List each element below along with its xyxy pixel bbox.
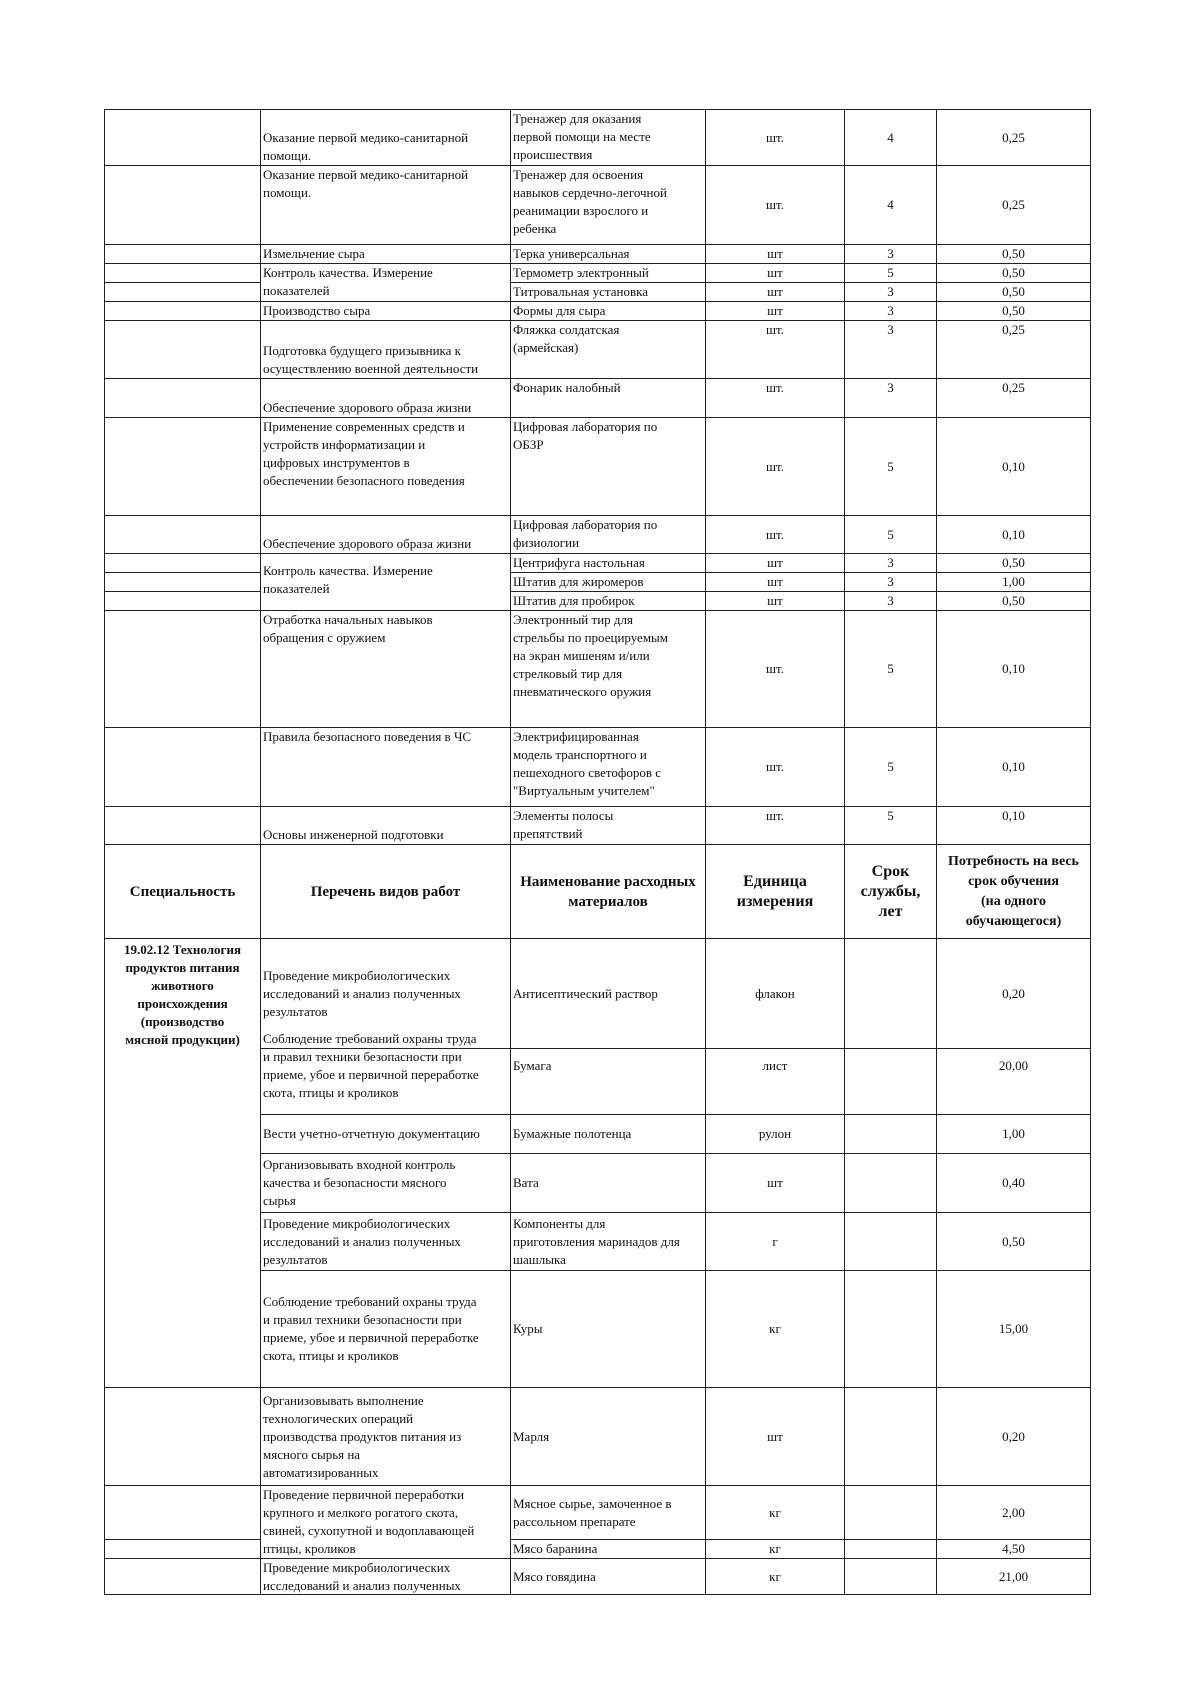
header-material: Наименование расходных материалов	[511, 845, 706, 939]
material-cell: Фляжка солдатская (армейская)	[511, 321, 706, 379]
term-cell: 4	[845, 166, 937, 245]
material-cell: Бумага	[511, 1017, 706, 1115]
unit-cell: шт.	[706, 728, 845, 807]
term-cell	[845, 1115, 937, 1154]
need-cell: 0,25	[937, 379, 1091, 418]
material-cell: Куры	[511, 1271, 706, 1388]
term-cell: 3	[845, 573, 937, 592]
spec-cell	[105, 379, 261, 418]
material-cell: Вата	[511, 1154, 706, 1213]
table-row	[105, 166, 1091, 245]
unit-cell: кг	[706, 1559, 845, 1595]
work-text: Проведение первичной переработки крупного и мелкого рогатого скота, свиней, сухопутной и водоплавающей птицы, кроликов	[263, 1487, 475, 1556]
spec-cell	[105, 110, 261, 166]
spec-cell	[105, 245, 261, 264]
need-cell: 1,00	[937, 1115, 1091, 1154]
term-cell: 3	[845, 592, 937, 611]
unit-cell: кг	[706, 1540, 845, 1559]
material-cell: Мясо баранина	[511, 1540, 706, 1559]
need-cell: 0,10	[937, 418, 1091, 516]
table-row	[105, 611, 1091, 728]
header-unit: Единица измерения	[706, 845, 845, 939]
table-row	[105, 283, 1091, 302]
need-cell: 0,10	[937, 807, 1091, 845]
work-cell: Оказание первой медико-санитарной помощи.	[261, 110, 511, 166]
material-cell: Элементы полосы препятствий	[511, 807, 706, 845]
work-cell: Измельчение сыра	[261, 245, 511, 264]
material-cell: Компоненты для приготовления маринадов для шашлыка	[511, 1213, 706, 1271]
work-cell	[261, 1486, 511, 1556]
spec-cell	[105, 807, 261, 845]
work-text: Контроль качества. Измерение показателей	[263, 265, 433, 298]
table-row	[105, 1271, 1091, 1388]
table-row	[105, 418, 1091, 516]
work-cell: Обеспечение здорового образа жизни	[261, 516, 511, 554]
material-cell: Терка универсальная	[511, 245, 706, 264]
unit-cell: шт.	[706, 321, 845, 379]
unit-cell: шт	[706, 554, 845, 573]
need-cell: 0,40	[937, 1154, 1091, 1213]
table-row	[105, 807, 1091, 845]
unit-cell: шт	[706, 283, 845, 302]
material-cell: Фонарик налобный	[511, 379, 706, 418]
table-row	[105, 110, 1091, 166]
table-row	[105, 573, 1091, 592]
need-cell: 0,50	[937, 554, 1091, 573]
unit-cell: шт.	[706, 807, 845, 845]
spec-cell	[105, 1154, 261, 1213]
spec-cell	[105, 728, 261, 807]
work-cell: Применение современных средств и устройств информатизации и цифровых инструментов в обеспечении безопасного поведения	[261, 418, 511, 516]
unit-cell: шт	[706, 264, 845, 283]
work-cell: Организовывать входной контроль качества и безопасности мясного сырья	[261, 1154, 511, 1213]
spec-cell	[105, 554, 261, 573]
need-cell: 0,20	[937, 1388, 1091, 1486]
work-cell: Организовывать выполнение технологических операций производства продуктов питания из мясного сырья на автоматизированных	[261, 1388, 511, 1486]
work-cell: Обеспечение здорового образа жизни	[261, 379, 511, 418]
unit-cell: шт.	[706, 611, 845, 728]
material-cell: Антисептический раствор	[511, 939, 706, 1049]
work-cell: Соблюдение требований охраны труда и правил техники безопасности при приеме, убое и первичной переработке скота, птицы и кроликов	[261, 1271, 511, 1388]
need-cell: 4,50	[937, 1540, 1091, 1559]
material-cell: Штатив для жиромеров	[511, 573, 706, 592]
table-row	[105, 1540, 1091, 1559]
work-cell: Проведение микробиологических исследований и анализ полученных результатов	[261, 1213, 511, 1271]
term-cell: 3	[845, 283, 937, 302]
unit-cell: шт	[706, 245, 845, 264]
unit-cell: шт.	[706, 516, 845, 554]
need-cell: 0,50	[937, 592, 1091, 611]
document-page	[104, 109, 1090, 1595]
need-cell: 0,10	[937, 728, 1091, 807]
unit-cell: шт.	[706, 166, 845, 245]
term-cell	[845, 1540, 937, 1559]
unit-cell: шт.	[706, 110, 845, 166]
need-cell: 0,50	[937, 1213, 1091, 1271]
material-cell: Титровальная установка	[511, 283, 706, 302]
work-cell: Вести учетно-отчетную документацию	[261, 1115, 511, 1154]
material-cell: Формы для сыра	[511, 302, 706, 321]
spec-cell	[105, 1559, 261, 1595]
material-cell: Электронный тир для стрельбы по проецируемым на экран мишеням и/или стрелковый тир для пневматического оружия	[511, 611, 706, 728]
material-cell: Электрифицированная модель транспортного и пешеходного светофоров с "Виртуальным учителем"	[511, 728, 706, 807]
spec-cell	[105, 264, 261, 283]
spec-cell	[105, 1271, 261, 1388]
need-cell: 21,00	[937, 1559, 1091, 1595]
unit-cell: шт.	[706, 418, 845, 516]
spec-cell	[105, 1540, 261, 1559]
work-cell: Подготовка будущего призывника к осуществлению военной деятельности	[261, 321, 511, 379]
need-cell: 1,00	[937, 573, 1091, 592]
specialty-title: 19.02.12 Технология продуктов питания животного происхождения (производство мясной продукции)	[105, 939, 261, 1049]
term-cell: 5	[845, 611, 937, 728]
need-cell: 0,10	[937, 516, 1091, 554]
unit-cell: шт	[706, 1154, 845, 1213]
table-row	[105, 728, 1091, 807]
material-cell: Марля	[511, 1388, 706, 1486]
need-cell: 2,00	[937, 1486, 1091, 1540]
table-row	[105, 1115, 1091, 1154]
material-cell: Тренажер для освоения навыков сердечно-легочной реанимации взрослого и ребенка	[511, 166, 706, 245]
table-row	[105, 1388, 1091, 1486]
table-row	[105, 939, 1091, 1047]
table-row	[105, 1213, 1091, 1271]
work-cell	[261, 554, 511, 596]
unit-cell: кг	[706, 1271, 845, 1388]
table-row	[105, 379, 1091, 418]
spec-cell	[105, 1115, 261, 1154]
spec-cell	[105, 611, 261, 728]
table-row	[105, 516, 1091, 554]
work-cell	[261, 264, 511, 298]
term-cell	[845, 1017, 937, 1115]
term-cell	[845, 1271, 937, 1388]
spec-cell	[105, 302, 261, 321]
need-cell: 15,00	[937, 1271, 1091, 1388]
material-cell: Цифровая лаборатория по ОБЗР	[511, 418, 706, 516]
header-term: Срок службы, лет	[845, 845, 937, 939]
material-cell: Цифровая лаборатория по физиологии	[511, 516, 706, 554]
work-cell: Соблюдение требований охраны труда и правил техники безопасности при приеме, убое и первичной переработке скота, птицы и кроликов	[261, 1017, 511, 1115]
term-cell	[845, 1486, 937, 1540]
term-cell	[845, 1154, 937, 1213]
header-work: Перечень видов работ	[261, 845, 511, 939]
term-cell: 5	[845, 728, 937, 807]
material-cell: Мясное сырье, замоченное в рассольном препарате	[511, 1486, 706, 1540]
term-cell	[845, 1213, 937, 1271]
material-cell: Мясо говядина	[511, 1559, 706, 1595]
term-cell	[845, 1388, 937, 1486]
need-cell: 0,50	[937, 283, 1091, 302]
need-cell: 0,25	[937, 110, 1091, 166]
work-text: Контроль качества. Измерение показателей	[263, 563, 433, 596]
header-spec: Специальность	[105, 845, 261, 939]
unit-cell: рулон	[706, 1115, 845, 1154]
term-cell: 3	[845, 321, 937, 379]
term-cell: 3	[845, 379, 937, 418]
table-row	[105, 1559, 1091, 1595]
need-cell: 0,25	[937, 321, 1091, 379]
material-cell: Центрифуга настольная	[511, 554, 706, 573]
need-cell: 0,25	[937, 166, 1091, 245]
header-need: Потребность на весь срок обучения (на одного обучающегося)	[937, 845, 1091, 939]
table-row	[105, 245, 1091, 264]
term-cell: 3	[845, 554, 937, 573]
need-cell: 0,50	[937, 245, 1091, 264]
spec-cell	[105, 166, 261, 245]
unit-cell: шт	[706, 302, 845, 321]
need-cell: 0,50	[937, 302, 1091, 321]
spec-cell	[105, 418, 261, 516]
spec-cell	[105, 321, 261, 379]
term-cell: 5	[845, 418, 937, 516]
table-header-row	[105, 845, 1091, 939]
spec-cell	[105, 573, 261, 592]
work-cell: Правила безопасного поведения в ЧС	[261, 728, 511, 807]
work-cell: Оказание первой медико-санитарной помощи.	[261, 166, 511, 245]
work-cell: Основы инженерной подготовки	[261, 807, 511, 845]
material-cell: Штатив для пробирок	[511, 592, 706, 611]
term-cell: 5	[845, 807, 937, 845]
work-cell: Проведение микробиологических исследований и анализ полученных результатов	[261, 939, 511, 1049]
term-cell: 5	[845, 516, 937, 554]
spec-cell	[105, 1486, 261, 1540]
unit-cell: шт	[706, 1388, 845, 1486]
material-cell: Бумажные полотенца	[511, 1115, 706, 1154]
need-cell: 20,00	[937, 1017, 1091, 1115]
unit-cell: шт.	[706, 379, 845, 418]
need-cell: 0,10	[937, 611, 1091, 728]
unit-cell: шт	[706, 592, 845, 611]
table-row	[105, 321, 1091, 379]
need-cell: 0,50	[937, 264, 1091, 283]
work-cell: Отработка начальных навыков обращения с оружием	[261, 611, 511, 728]
table-row	[105, 302, 1091, 321]
material-cell: Тренажер для оказания первой помощи на месте происшествия	[511, 110, 706, 166]
table-row	[105, 592, 1091, 611]
spec-cell	[105, 1213, 261, 1271]
term-cell: 3	[845, 302, 937, 321]
term-cell	[845, 1559, 937, 1595]
materials-table	[104, 109, 1091, 1595]
spec-cell	[105, 1388, 261, 1486]
unit-cell: лист	[706, 1017, 845, 1115]
work-cell: Производство сыра	[261, 302, 511, 321]
table-row	[105, 1154, 1091, 1213]
spec-cell	[105, 516, 261, 554]
spec-cell	[105, 283, 261, 302]
term-cell: 4	[845, 110, 937, 166]
term-cell: 5	[845, 264, 937, 283]
unit-cell: кг	[706, 1486, 845, 1540]
spec-cell	[105, 592, 261, 611]
material-cell: Термометр электронный	[511, 264, 706, 283]
term-cell: 3	[845, 245, 937, 264]
work-cell: Проведение микробиологических исследований и анализ полученных	[261, 1559, 511, 1595]
unit-cell: флакон	[706, 939, 845, 1049]
need-cell: 0,20	[937, 939, 1091, 1049]
unit-cell: шт	[706, 573, 845, 592]
unit-cell: г	[706, 1213, 845, 1271]
